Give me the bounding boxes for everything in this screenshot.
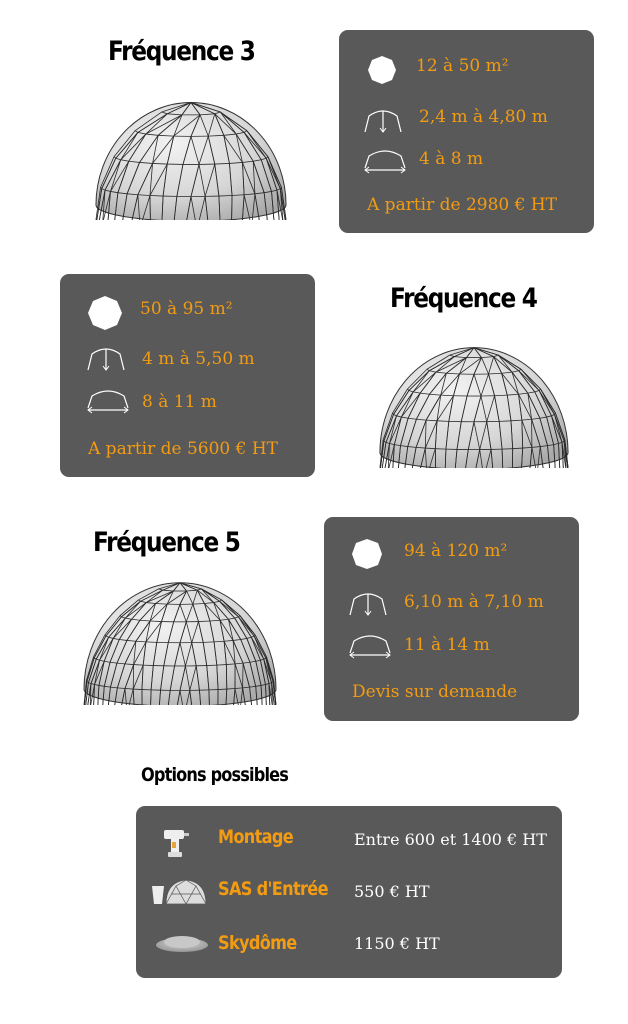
skydome-icon — [154, 932, 210, 954]
dome-freq-5 — [84, 583, 276, 705]
surface-value: 94 à 120 m² — [404, 541, 508, 561]
spec-card-frequence-5 — [324, 517, 579, 721]
geodesic-dome-frequence-5-image — [80, 575, 280, 705]
dome-title-frequence-5: Fréquence 5 — [93, 527, 240, 558]
diameter-icon — [361, 146, 409, 174]
dome-title-frequence-3: Fréquence 3 — [108, 36, 255, 67]
entrance-dome-icon — [150, 876, 208, 908]
diameter-value: 11 à 14 m — [404, 635, 490, 655]
height-icon — [346, 589, 390, 617]
spec-card-frequence-4 — [60, 274, 315, 477]
diameter-icon — [346, 631, 394, 659]
price-label: Devis sur demande — [352, 682, 518, 702]
price-label: A partir de 5600 € HT — [88, 439, 279, 459]
floor-area-icon — [350, 537, 384, 571]
height-value: 4 m à 5,50 m — [142, 349, 255, 369]
price-label: A partir de 2980 € HT — [367, 195, 558, 215]
surface-value: 50 à 95 m² — [140, 299, 233, 319]
spec-card-frequence-3 — [339, 30, 594, 233]
option-price-sas-entree: 550 € HT — [354, 882, 430, 901]
options-card — [136, 806, 562, 978]
height-value: 6,10 m à 7,10 m — [404, 592, 544, 612]
height-value: 2,4 m à 4,80 m — [419, 107, 548, 127]
option-price-montage: Entre 600 et 1400 € HT — [354, 830, 547, 849]
floor-area-icon — [366, 54, 398, 86]
option-name-sas-entree: SAS d'Entrée — [218, 878, 328, 900]
drill-icon — [162, 824, 190, 858]
floor-area-icon — [86, 294, 124, 332]
option-name-montage: Montage — [218, 826, 294, 848]
dome-freq-4 — [380, 348, 568, 468]
surface-value: 12 à 50 m² — [416, 56, 509, 76]
diameter-icon — [84, 386, 132, 414]
geodesic-dome-frequence-3-image — [92, 95, 290, 220]
dome-title-frequence-4: Fréquence 4 — [390, 283, 537, 314]
diameter-value: 4 à 8 m — [419, 149, 484, 169]
dome-freq-3 — [96, 103, 286, 221]
option-price-skydome: 1150 € HT — [354, 934, 440, 953]
height-icon — [84, 344, 128, 372]
diameter-value: 8 à 11 m — [142, 392, 217, 412]
height-icon — [361, 106, 405, 134]
option-name-skydome: Skydôme — [218, 932, 297, 954]
geodesic-dome-frequence-4-image — [376, 340, 572, 468]
options-title: Options possibles — [141, 764, 289, 786]
